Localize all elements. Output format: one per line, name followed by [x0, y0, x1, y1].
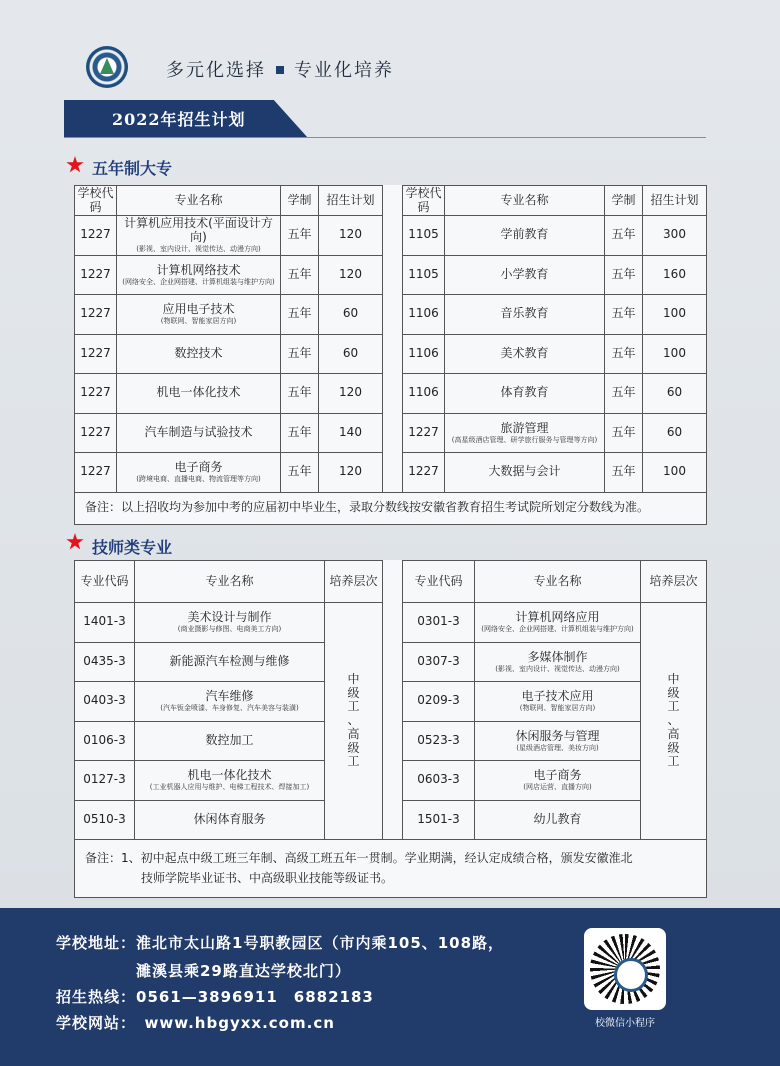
training-level-char: 级: [347, 685, 360, 700]
col-header-code: 学校代码: [75, 186, 117, 216]
table-row: [75, 642, 707, 682]
col-header-plan: 招生计划: [643, 186, 707, 216]
program-name: 新能源汽车检测与维修: [169, 653, 290, 668]
code-cell: 0127-3: [75, 761, 135, 801]
training-level-cell: [325, 603, 383, 840]
program-name-cell: [135, 603, 325, 643]
note-row: [75, 492, 707, 524]
program-name-cell: [445, 216, 605, 256]
col-header-name: 专业名称: [445, 186, 605, 216]
program-subtitle: (网店运营、直播方向): [523, 783, 592, 792]
table-row: [75, 682, 707, 722]
qr-pattern-icon: [590, 934, 660, 1004]
training-level-char: 高: [667, 726, 680, 741]
program-name: 电子商务: [174, 460, 223, 475]
program-subtitle: (物联网、智能家居方向): [519, 704, 596, 713]
program-name: 小学教育: [500, 266, 549, 281]
code-cell: 1106: [403, 374, 445, 414]
table-row: [75, 721, 707, 761]
code-cell: 0307-3: [403, 642, 475, 682]
code-cell: 1105: [403, 216, 445, 256]
col-header-name: 专业名称: [117, 186, 281, 216]
table-row: [75, 255, 707, 295]
program-name-cell: [475, 800, 641, 840]
code-cell: 0603-3: [403, 761, 475, 801]
code-cell: 1501-3: [403, 800, 475, 840]
program-name: 电子技术应用: [521, 689, 594, 704]
plan-cell: 120: [319, 255, 383, 295]
col-header-name: 专业名称: [475, 561, 641, 603]
program-name-cell: [135, 721, 325, 761]
program-name: 数控加工: [205, 732, 254, 747]
program-name-cell: [475, 682, 641, 722]
program-name: 体育教育: [500, 385, 549, 400]
program-name-cell: [475, 721, 641, 761]
plan-cell: 60: [319, 295, 383, 335]
plan-cell: 60: [643, 374, 707, 414]
code-cell: 1227: [75, 374, 117, 414]
code-cell: 0301-3: [403, 603, 475, 643]
program-name: 幼儿教育: [533, 811, 582, 826]
program-subtitle: (汽车钣金喷漆、车身修复、汽车美容与装潢): [160, 704, 299, 713]
program-name: 计算机网络应用: [515, 610, 600, 625]
program-name-cell: [117, 453, 281, 493]
code-cell: 0403-3: [75, 682, 135, 722]
code-cell: 1227: [75, 216, 117, 256]
years-cell: 五年: [605, 413, 643, 453]
program-name: 计算机应用技术(平面设计方向): [124, 216, 273, 245]
hotline: 招生热线：0561—3896911 6882183: [56, 988, 374, 1006]
training-level-char: 工: [667, 699, 680, 714]
program-name: 美术教育: [500, 345, 549, 360]
program-name-cell: [135, 761, 325, 801]
program-name: 汽车维修: [205, 689, 254, 704]
program-subtitle: (商业摄影与修图、电商美工方向): [177, 625, 282, 634]
program-name: 电子商务: [533, 768, 582, 783]
years-cell: 五年: [281, 255, 319, 295]
program-name: 汽车制造与试验技术: [144, 424, 253, 439]
program-subtitle: (工业机器人应用与维护、电梯工程技术、焊接加工): [149, 783, 310, 792]
plan-cell: 120: [319, 374, 383, 414]
program-name: 休闲服务与管理: [515, 728, 600, 743]
program-name: 美术设计与制作: [187, 610, 272, 625]
years-cell: 五年: [605, 216, 643, 256]
program-name-cell: [117, 216, 281, 256]
code-cell: 1227: [75, 334, 117, 374]
code-cell: 0106-3: [75, 721, 135, 761]
code-cell: 1227: [403, 453, 445, 493]
plan-cell: 60: [319, 334, 383, 374]
training-level-char: 级: [667, 685, 680, 700]
table-row: [75, 334, 707, 374]
training-level-char: 工: [347, 699, 360, 714]
code-cell: 1227: [403, 413, 445, 453]
training-level-char: 高: [347, 726, 360, 741]
program-name-cell: [117, 413, 281, 453]
table-row: [75, 374, 707, 414]
code-cell: 1227: [75, 453, 117, 493]
section1-note: 备注：以上招收均为参加中考的应届初中毕业生，录取分数线按安徽省教育招生考试院所划定分数线为准。: [75, 492, 707, 524]
program-name: 大数据与会计: [488, 464, 561, 479]
table-header-row: [75, 186, 707, 216]
star-icon: [66, 533, 84, 551]
training-level-char: 工: [347, 754, 360, 769]
program-name-cell: [475, 603, 641, 643]
program-subtitle: (高星级酒店管理、研学旅行服务与管理等方向): [451, 435, 598, 444]
training-level-char: 工: [667, 754, 680, 769]
plan-cell: 120: [319, 216, 383, 256]
program-subtitle: (影视、室内设计、视觉传达、动漫方向): [495, 664, 620, 673]
code-cell: 1106: [403, 295, 445, 335]
training-level-char: 中: [347, 671, 360, 686]
divider: [64, 137, 706, 138]
website[interactable]: 学校网站： www.hbgyxx.com.cn: [56, 1014, 335, 1032]
col-header-years: 学制: [605, 186, 643, 216]
five-year-table: [74, 185, 707, 525]
note-line: 备注：1、初中起点中级工班三年制、高级工班五年一贯制。学业期满，经认定成绩合格，颁发安徽淮北: [85, 850, 633, 865]
address-line-1: 学校地址：淮北市太山路1号职教园区（市内乘105、108路，: [56, 934, 505, 952]
section2-note: [75, 840, 707, 898]
program-name: 音乐教育: [500, 306, 549, 321]
years-cell: 五年: [605, 453, 643, 493]
slogan: [166, 56, 394, 82]
program-name: 数控技术: [174, 345, 223, 360]
code-cell: 1227: [75, 255, 117, 295]
plan-cell: 120: [319, 453, 383, 493]
training-level-char: 级: [347, 740, 360, 755]
code-cell: 1401-3: [75, 603, 135, 643]
code-cell: 0523-3: [403, 721, 475, 761]
slogan-left: 多元化选择: [166, 60, 266, 81]
training-level-cell: [641, 603, 707, 840]
program-subtitle: (跨境电商、直播电商、物流管理等方向): [136, 475, 261, 484]
col-header-code: 学校代码: [403, 186, 445, 216]
program-name-cell: [117, 374, 281, 414]
code-cell: 1227: [75, 295, 117, 335]
training-level-char: 、: [347, 713, 360, 728]
slogan-right: 专业化培养: [294, 60, 394, 81]
program-name-cell: [135, 642, 325, 682]
page-title: 2022年招生计划: [112, 110, 246, 129]
plan-cell: 100: [643, 295, 707, 335]
program-name-cell: [445, 413, 605, 453]
qr-label: 校微信小程序: [595, 1018, 655, 1029]
years-cell: 五年: [605, 295, 643, 335]
program-name: 旅游管理: [500, 420, 549, 435]
program-name-cell: [445, 295, 605, 335]
code-cell: 1105: [403, 255, 445, 295]
plan-cell: 60: [643, 413, 707, 453]
col-header-code: 专业代码: [403, 561, 475, 603]
note-line: 技师学院毕业证书、中高级职业技能等级证书。: [141, 870, 394, 885]
program-name: 机电一体化技术: [156, 385, 241, 400]
years-cell: 五年: [281, 295, 319, 335]
years-cell: 五年: [281, 374, 319, 414]
program-subtitle: (网络安全、企业网搭建、计算机组装与维护方向): [122, 277, 275, 286]
program-subtitle: (星级酒店管理、美妆方向): [516, 743, 599, 752]
plan-cell: 160: [643, 255, 707, 295]
section1-title: 五年制大专: [92, 159, 173, 178]
code-cell: 0435-3: [75, 642, 135, 682]
years-cell: 五年: [281, 334, 319, 374]
program-name: 多媒体制作: [527, 649, 588, 664]
table-row: [75, 761, 707, 801]
table-row: [75, 800, 707, 840]
plan-cell: 300: [643, 216, 707, 256]
logo-icon: [614, 958, 648, 992]
program-name-cell: [475, 642, 641, 682]
col-header-plan: 招生计划: [319, 186, 383, 216]
table-header-row: [75, 561, 707, 603]
training-level-char: 中: [667, 671, 680, 686]
program-name-cell: [445, 255, 605, 295]
col-header-level: 培养层次: [641, 561, 707, 603]
table-row: [75, 453, 707, 493]
star-icon: [66, 156, 84, 174]
code-cell: 1227: [75, 413, 117, 453]
plan-cell: 100: [643, 334, 707, 374]
years-cell: 五年: [281, 216, 319, 256]
program-name: 机电一体化技术: [187, 768, 272, 783]
program-name-cell: [117, 295, 281, 335]
program-name: 计算机网络技术: [156, 262, 241, 277]
program-name-cell: [117, 255, 281, 295]
program-name: 应用电子技术: [162, 302, 235, 317]
technician-table: [74, 560, 707, 898]
program-subtitle: (影视、室内设计、视觉传达、动漫方向): [136, 245, 261, 254]
program-name-cell: [445, 374, 605, 414]
training-level-char: 级: [667, 740, 680, 755]
program-subtitle: (网络安全、企业网搭建、计算机组装与维护方向): [481, 625, 634, 634]
program-name-cell: [445, 334, 605, 374]
note-row: [75, 840, 707, 898]
program-name-cell: [135, 682, 325, 722]
plan-cell: 100: [643, 453, 707, 493]
program-name-cell: [475, 761, 641, 801]
years-cell: 五年: [605, 255, 643, 295]
table-row: [75, 413, 707, 453]
program-name-cell: [445, 453, 605, 493]
school-logo: [86, 46, 128, 88]
qr-code[interactable]: [584, 928, 666, 1010]
code-cell: 1106: [403, 334, 445, 374]
program-name-cell: [135, 800, 325, 840]
program-name-cell: [117, 334, 281, 374]
plan-cell: 140: [319, 413, 383, 453]
col-header-years: 学制: [281, 186, 319, 216]
years-cell: 五年: [281, 453, 319, 493]
training-level-char: 、: [667, 713, 680, 728]
program-name: 学前教育: [500, 227, 549, 242]
program-subtitle: (物联网、智能家居方向): [160, 317, 237, 326]
square-bullet-icon: [276, 66, 284, 74]
years-cell: 五年: [605, 374, 643, 414]
table-row: [75, 603, 707, 643]
col-header-code: 专业代码: [75, 561, 135, 603]
table-row: [75, 216, 707, 256]
code-cell: 0510-3: [75, 800, 135, 840]
table-row: [75, 295, 707, 335]
program-name: 休闲体育服务: [193, 811, 266, 826]
section2-title: 技师类专业: [92, 538, 173, 557]
years-cell: 五年: [605, 334, 643, 374]
col-header-name: 专业名称: [135, 561, 325, 603]
years-cell: 五年: [281, 413, 319, 453]
code-cell: 0209-3: [403, 682, 475, 722]
address-line-2: 濉溪县乘29路直达学校北门）: [136, 962, 351, 980]
col-header-level: 培养层次: [325, 561, 383, 603]
